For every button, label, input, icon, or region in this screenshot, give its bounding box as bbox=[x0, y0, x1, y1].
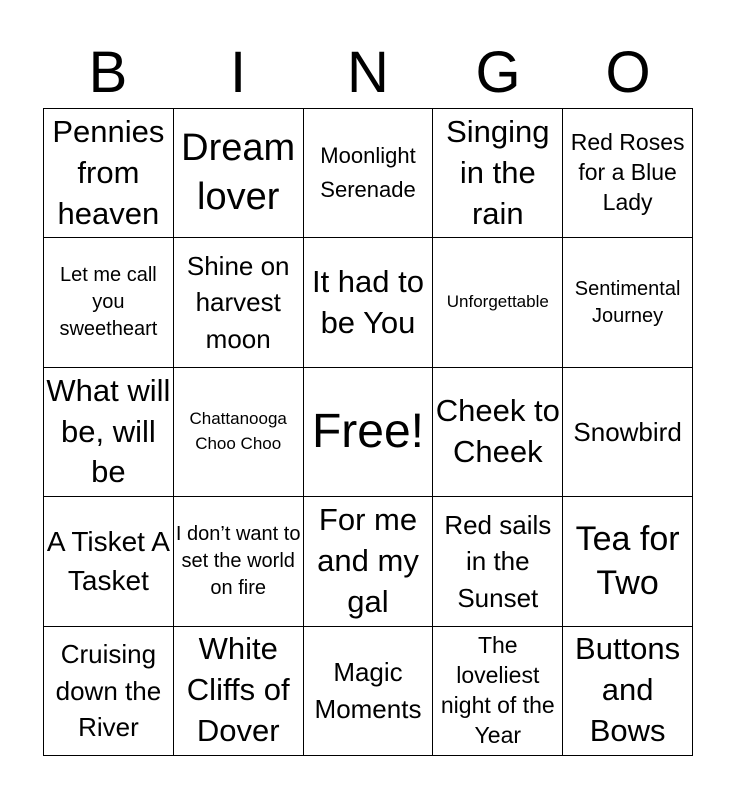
cell-text: Singing in the rain bbox=[446, 113, 550, 231]
bingo-cell[interactable] bbox=[174, 627, 304, 756]
bingo-cell[interactable] bbox=[174, 368, 304, 497]
cell-text: Snowbird bbox=[573, 416, 682, 447]
cell-text: Dream lover bbox=[181, 126, 296, 219]
bingo-cell[interactable] bbox=[304, 109, 434, 238]
bingo-cell[interactable] bbox=[304, 627, 434, 756]
bingo-cell[interactable] bbox=[433, 109, 563, 238]
cell-text: Red Roses for a Blue Lady bbox=[570, 129, 685, 216]
cell-text: For me and my gal bbox=[317, 502, 419, 619]
bingo-cell[interactable] bbox=[44, 109, 174, 238]
bingo-cell[interactable] bbox=[304, 238, 434, 367]
header-letter-g: G bbox=[475, 40, 521, 105]
bingo-cell[interactable] bbox=[563, 497, 693, 626]
bingo-cell[interactable] bbox=[44, 238, 174, 367]
bingo-cell[interactable] bbox=[563, 368, 693, 497]
bingo-cell[interactable] bbox=[433, 497, 563, 626]
cell-text: A Tisket A Tasket bbox=[46, 526, 170, 597]
bingo-cell[interactable] bbox=[304, 497, 434, 626]
bingo-cell[interactable] bbox=[563, 109, 693, 238]
cell-text: Magic Moments bbox=[314, 657, 422, 724]
free-space-cell[interactable] bbox=[304, 368, 434, 497]
cell-text: The loveliest night of the Year bbox=[440, 632, 555, 748]
bingo-card bbox=[43, 108, 693, 756]
bingo-cell[interactable] bbox=[174, 238, 304, 367]
cell-text: Let me call you sweetheart bbox=[59, 264, 158, 341]
cell-text: Pennies from heaven bbox=[52, 113, 165, 231]
cell-text: Chattanooga Choo Choo bbox=[189, 409, 287, 453]
header-letter-o: O bbox=[605, 40, 651, 105]
header-letter-b: B bbox=[88, 40, 128, 105]
cell-text: I don’t want to set the world on fire bbox=[175, 522, 301, 599]
cell-text: Free! bbox=[311, 404, 424, 458]
cell-text: Moonlight Serenade bbox=[320, 143, 416, 203]
bingo-cell[interactable] bbox=[44, 368, 174, 497]
cell-text: Red sails in the Sunset bbox=[444, 509, 552, 613]
cell-text: Cheek to Cheek bbox=[435, 393, 560, 469]
bingo-cell[interactable] bbox=[44, 627, 174, 756]
header-letter-i: I bbox=[229, 40, 247, 105]
cell-text: Sentimental Journey bbox=[574, 277, 681, 327]
bingo-cell[interactable] bbox=[44, 497, 174, 626]
cell-text: Shine on harvest moon bbox=[186, 251, 290, 354]
bingo-cell[interactable] bbox=[433, 627, 563, 756]
bingo-cell[interactable] bbox=[433, 368, 563, 497]
cell-text: Tea for Two bbox=[575, 520, 680, 603]
cell-text: White Cliffs of Dover bbox=[186, 631, 290, 749]
header-letter-n: N bbox=[347, 40, 389, 105]
cell-text: Cruising down the River bbox=[55, 639, 162, 742]
cell-text: What will be, will be bbox=[46, 372, 171, 490]
cell-text: It had to be You bbox=[311, 263, 424, 340]
bingo-cell[interactable] bbox=[563, 627, 693, 756]
bingo-cell[interactable] bbox=[433, 238, 563, 367]
bingo-cell[interactable] bbox=[563, 238, 693, 367]
bingo-header bbox=[43, 38, 693, 108]
bingo-cell[interactable] bbox=[174, 497, 304, 626]
bingo-cell[interactable] bbox=[174, 109, 304, 238]
cell-text: Buttons and Bows bbox=[575, 631, 681, 749]
cell-text: Unforgettable bbox=[446, 292, 549, 312]
